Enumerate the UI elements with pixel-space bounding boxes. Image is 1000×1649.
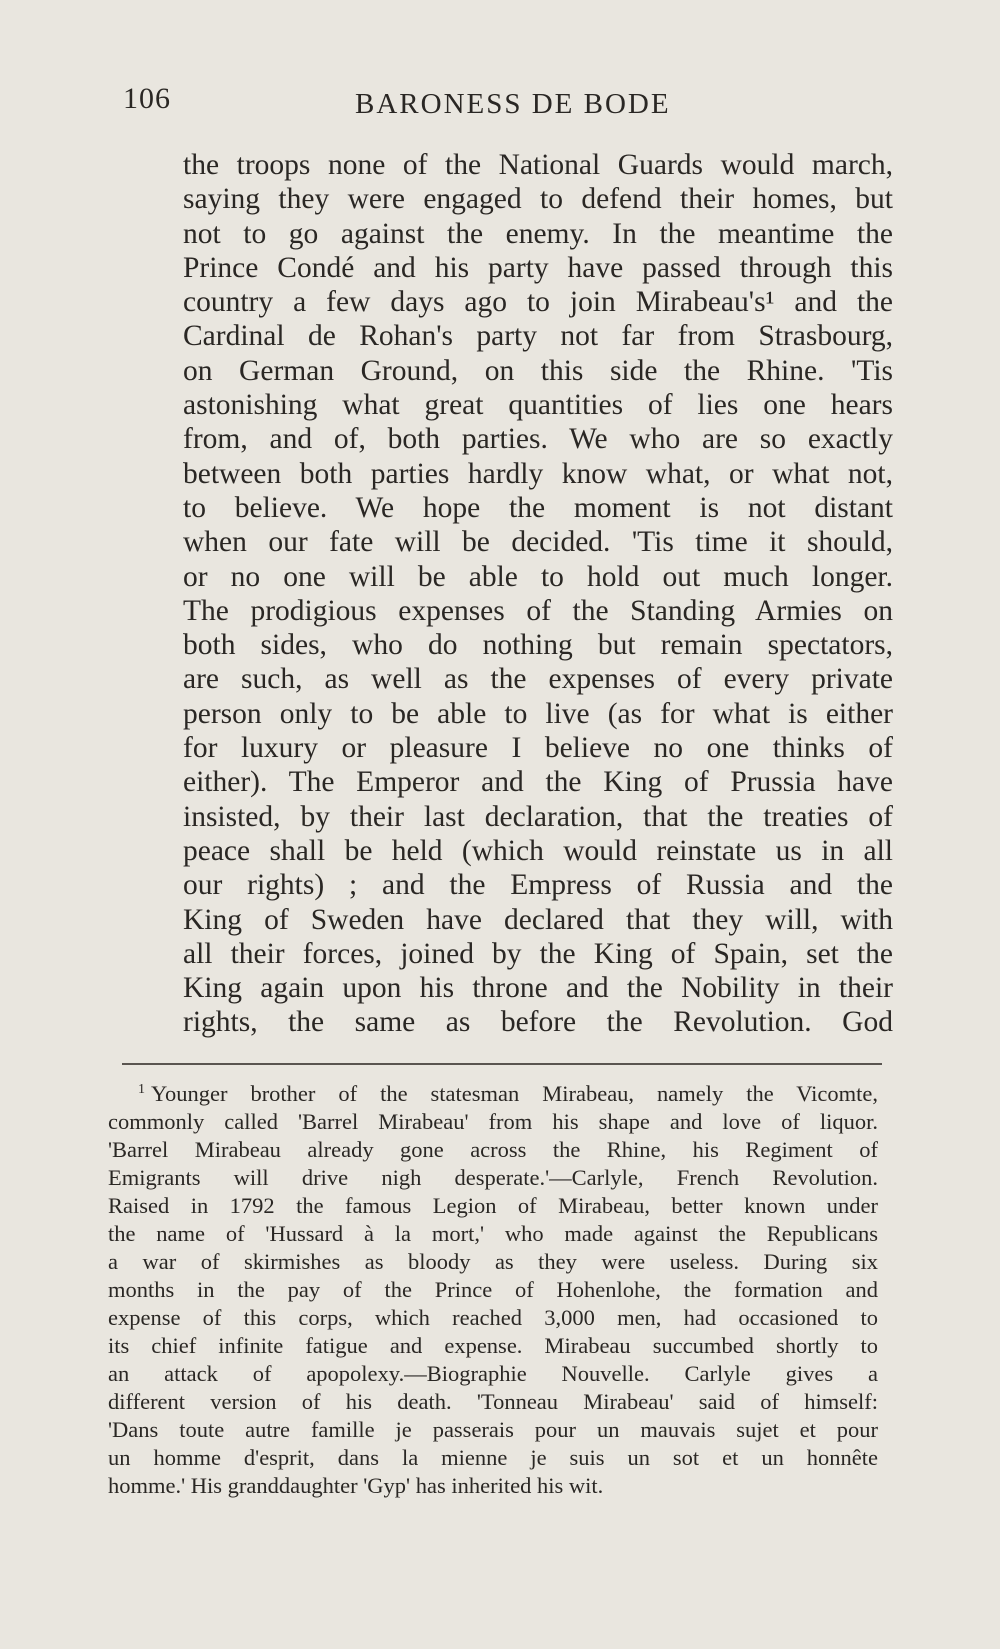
body-line: to believe. We hope the moment is not distant: [183, 491, 893, 524]
footnote-line: an attack of apopolexy.—Biographie Nouvelle. Carlyle gives a: [108, 1361, 878, 1386]
body-line: King of Sweden have declared that they will, with: [183, 903, 893, 936]
page-number: 106: [123, 82, 171, 115]
footnote-line: 'Dans toute autre famille je passerais pour un mauvais sujet et pour: [108, 1417, 878, 1442]
footnote-line: homme.' His granddaughter 'Gyp' has inherited his wit.: [108, 1473, 604, 1498]
footnote: [108, 1080, 878, 1500]
footnote-line: different version of his death. 'Tonneau Mirabeau' said of himself:: [108, 1389, 878, 1414]
body-line: all their forces, joined by the King of Spain, set the: [183, 937, 893, 970]
footnote-line: expense of this corps, which reached 3,000 men, had occasioned to: [108, 1305, 878, 1330]
body-line: astonishing what great quantities of lies one hears: [183, 389, 893, 422]
body-line: on German Ground, on this side the Rhine. 'Tis: [183, 354, 893, 387]
footnote-line-text: Younger brother of the statesman Mirabeau, namely the Vicomte,: [151, 1081, 878, 1106]
body-line: the troops none of the National Guards would march,: [183, 149, 893, 181]
footnote-line: Emigrants will drive nigh desperate.'—Carlyle, French Revolution.: [108, 1165, 878, 1190]
body-line: either). The Emperor and the King of Prussia have: [183, 766, 893, 799]
body-line: The prodigious expenses of the Standing Armies on: [183, 594, 893, 627]
footnote-line: the name of 'Hussard à la mort,' who made against the Republicans: [108, 1221, 878, 1246]
footnote-line: commonly called 'Barrel Mirabeau' from his shape and love of liquor.: [108, 1109, 878, 1134]
body-line: for luxury or pleasure I believe no one thinks of: [183, 732, 893, 765]
body-line: both sides, who do nothing but remain spectators,: [183, 629, 893, 662]
body-line: Cardinal de Rohan's party not far from Strasbourg,: [183, 320, 893, 353]
body-line: country a few days ago to join Mirabeau's¹ and the: [183, 286, 893, 319]
body-line: saying they were engaged to defend their homes, but: [183, 183, 893, 216]
footnote-line: [108, 1080, 878, 1108]
body-line: Prince Condé and his party have passed through this: [183, 251, 893, 284]
body-line: from, and of, both parties. We who are so exactly: [183, 423, 893, 456]
body-line: or no one will be able to hold out much longer.: [183, 560, 893, 593]
body-line: peace shall be held (which would reinstate us in all: [183, 834, 893, 867]
body-line: insisted, by their last declaration, that the treaties of: [183, 800, 893, 833]
running-title: BARONESS DE BODE: [355, 88, 671, 120]
footnote-line: its chief infinite fatigue and expense. Mirabeau succumbed shortly to: [108, 1333, 878, 1358]
main-text-block: [183, 148, 893, 1040]
footnote-line: 'Barrel Mirabeau already gone across the Rhine, his Regiment of: [108, 1137, 878, 1162]
footnote-line: Raised in 1792 the famous Legion of Mirabeau, better known under: [108, 1193, 878, 1218]
body-line: not to go against the enemy. In the meantime the: [183, 217, 893, 250]
footnote-line: months in the pay of the Prince of Hohenlohe, the formation and: [108, 1277, 878, 1302]
footnote-line: a war of skirmishes as bloody as they were useless. During six: [108, 1249, 878, 1274]
body-line: person only to be able to live (as for what is either: [183, 697, 893, 730]
body-line: our rights) ; and the Empress of Russia and the: [183, 869, 893, 902]
footnote-divider: [122, 1063, 882, 1065]
body-line: when our fate will be decided. 'Tis time it should,: [183, 526, 893, 559]
body-line: between both parties hardly know what, or what not,: [183, 457, 893, 490]
footnote-marker: 1: [138, 1081, 145, 1097]
body-line: rights, the same as before the Revolution. God: [183, 1006, 893, 1039]
body-line: King again upon his throne and the Nobility in their: [183, 972, 893, 1005]
page-header: [0, 0, 1000, 140]
body-line: are such, as well as the expenses of every private: [183, 663, 893, 696]
footnote-line: un homme d'esprit, dans la mienne je suis un sot et un honnête: [108, 1445, 878, 1470]
